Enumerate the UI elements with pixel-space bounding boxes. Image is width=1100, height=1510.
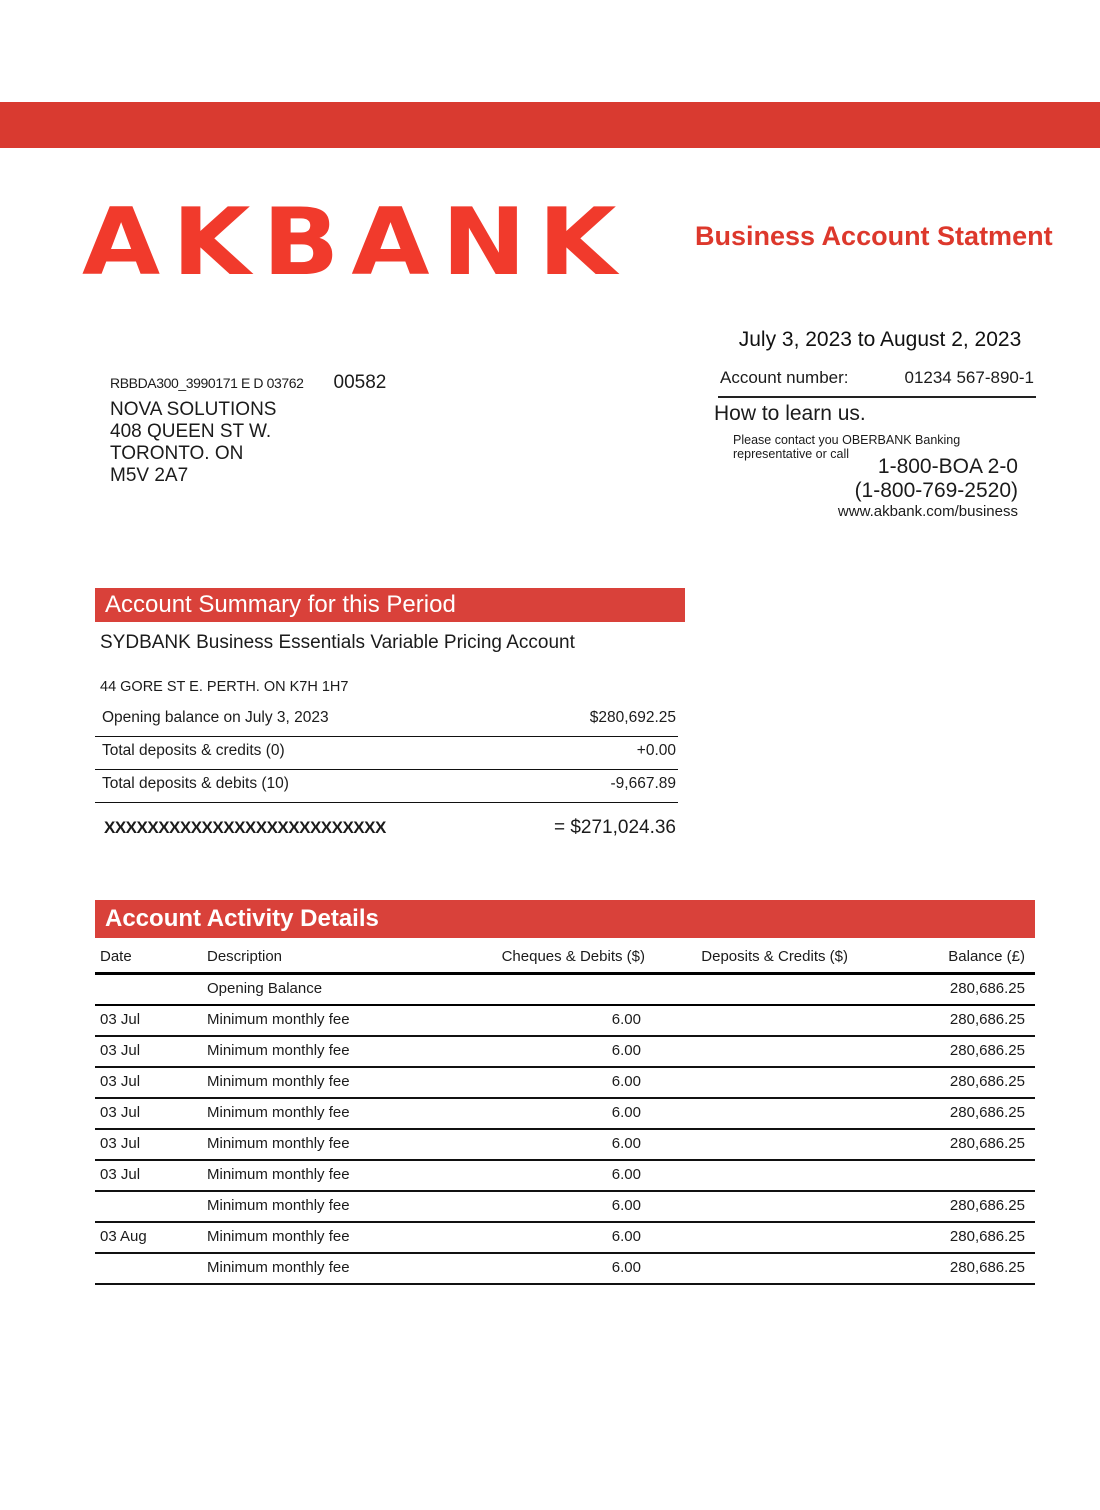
table-row — [95, 1068, 1035, 1099]
summary-section-header — [95, 588, 685, 622]
mailing-code: RBBDA300_3990171 E D 03762 — [110, 375, 304, 391]
activity-section-header — [95, 900, 1035, 938]
cell-debit: 6.00 — [611, 1042, 641, 1059]
account-number-value: 01234 567-890-1 — [904, 368, 1034, 387]
summary-row-value: $280,692.25 — [589, 709, 676, 726]
account-type: SYDBANK Business Essentials Variable Pricing Account — [100, 632, 575, 653]
column-header-description: Description — [207, 948, 283, 965]
summary-heading: Account Summary for this Period — [105, 591, 456, 618]
address-line-3: M5V 2A7 — [110, 465, 189, 486]
phone-number-primary: 1-800-BOA 2-0 — [877, 455, 1018, 478]
cell-credit — [645, 1166, 850, 1183]
mailing-code-row — [110, 372, 386, 394]
column-header-balance: Balance (£) — [948, 948, 1025, 965]
activity-table-header — [95, 944, 1035, 975]
cell-description: Minimum monthly fee — [207, 1042, 350, 1059]
summary-row — [95, 770, 678, 803]
summary-row-label: Total deposits & credits (0) — [102, 742, 285, 759]
cell-description: Minimum monthly fee — [207, 1166, 350, 1183]
cell-description: Minimum monthly fee — [207, 1259, 350, 1276]
closing-balance-row — [95, 803, 678, 839]
cell-credit — [645, 1197, 850, 1214]
summary-row-value: +0.00 — [636, 742, 676, 759]
mailing-address — [110, 399, 276, 487]
cell-debit: 6.00 — [611, 1135, 641, 1152]
account-number-label: Account number: — [720, 368, 849, 387]
column-header-date: Date — [100, 948, 132, 965]
cell-credit — [645, 1042, 850, 1059]
contact-line: Please contact you OBERBANK Banking representative or call — [733, 433, 961, 461]
summary-row-label: Total deposits & debits (10) — [102, 775, 289, 792]
cell-date: 03 Jul — [100, 1135, 141, 1152]
closing-balance-label: XXXXXXXXXXXXXXXXXXXXXXXXXX — [104, 818, 386, 837]
cell-debit: 6.00 — [611, 1011, 641, 1028]
summary-row-value: -9,667.89 — [610, 775, 676, 792]
cell-description: Minimum monthly fee — [207, 1135, 350, 1152]
summary-row — [95, 704, 678, 737]
cell-date — [95, 980, 200, 997]
cell-debit: 6.00 — [611, 1104, 641, 1121]
closing-balance-value: = $271,024.36 — [553, 817, 676, 838]
cell-balance: 280,686.25 — [949, 1011, 1025, 1028]
cell-credit — [645, 1259, 850, 1276]
cell-balance: 280,686.25 — [949, 1259, 1025, 1276]
table-row — [95, 1130, 1035, 1161]
cell-credit — [645, 1135, 850, 1152]
cell-debit: 6.00 — [611, 1228, 641, 1245]
account-number-row — [718, 366, 1036, 398]
table-row — [95, 1037, 1035, 1068]
cell-credit — [645, 1228, 850, 1245]
howto-heading: How to learn us. — [714, 402, 866, 425]
table-row — [95, 1161, 1035, 1192]
cell-balance: 280,686.25 — [949, 1073, 1025, 1090]
cell-date: 03 Aug — [100, 1228, 147, 1245]
cell-debit: 6.00 — [611, 1259, 641, 1276]
cell-balance — [850, 1166, 1035, 1183]
cell-description: Minimum monthly fee — [207, 1073, 350, 1090]
cell-date: 03 Jul — [100, 1166, 141, 1183]
cell-description: Minimum monthly fee — [207, 1011, 350, 1028]
branch-address: 44 GORE ST E. PERTH. ON K7H 1H7 — [100, 679, 349, 695]
recipient-name: NOVA SOLUTIONS — [110, 399, 277, 420]
address-line-2: TORONTO. ON — [110, 443, 244, 464]
cell-balance: 280,686.25 — [949, 1228, 1025, 1245]
cell-description: Minimum monthly fee — [207, 1197, 350, 1214]
cell-date: 03 Jul — [100, 1042, 141, 1059]
cell-date: 03 Jul — [100, 1104, 141, 1121]
mailing-code-number: 00582 — [333, 372, 387, 393]
column-header-debits: Cheques & Debits ($) — [501, 948, 645, 965]
table-row — [95, 1192, 1035, 1223]
table-row — [95, 1099, 1035, 1130]
address-line-1: 408 QUEEN ST W. — [110, 421, 272, 442]
cell-balance: 280,686.25 — [949, 980, 1025, 997]
cell-description: Minimum monthly fee — [207, 1228, 350, 1245]
cell-debit — [495, 980, 645, 997]
cell-balance: 280,686.25 — [949, 1042, 1025, 1059]
bank-logo: AKBANK — [82, 187, 629, 297]
cell-credit — [645, 980, 850, 997]
summary-table — [95, 704, 678, 839]
cell-description: Opening Balance — [207, 980, 323, 997]
document-title: Business Account Statment — [695, 221, 1053, 251]
cell-credit — [645, 1011, 850, 1028]
cell-date — [95, 1259, 200, 1276]
cell-date: 03 Jul — [100, 1011, 141, 1028]
cell-credit — [645, 1073, 850, 1090]
cell-balance: 280,686.25 — [949, 1135, 1025, 1152]
cell-balance: 280,686.25 — [949, 1197, 1025, 1214]
cell-credit — [645, 1104, 850, 1121]
top-accent-bar — [0, 102, 1100, 148]
summary-row-label: Opening balance on July 3, 2023 — [102, 709, 329, 726]
table-row — [95, 1223, 1035, 1254]
activity-heading: Account Activity Details — [105, 905, 379, 932]
cell-balance: 280,686.25 — [949, 1104, 1025, 1121]
phone-number-secondary: (1-800-769-2520) — [854, 479, 1018, 502]
statement-period: July 3, 2023 to August 2, 2023 — [738, 328, 1022, 351]
activity-table — [95, 944, 1035, 1285]
cell-debit: 6.00 — [611, 1166, 641, 1183]
cell-date: 03 Jul — [100, 1073, 141, 1090]
table-row — [95, 975, 1035, 1006]
cell-debit: 6.00 — [611, 1197, 641, 1214]
cell-debit: 6.00 — [611, 1073, 641, 1090]
table-row — [95, 1254, 1035, 1285]
column-header-credits: Deposits & Credits ($) — [701, 948, 848, 965]
cell-date — [95, 1197, 200, 1214]
summary-row — [95, 737, 678, 770]
cell-description: Minimum monthly fee — [207, 1104, 350, 1121]
table-row — [95, 1006, 1035, 1037]
activity-table-body — [95, 975, 1035, 1285]
website-link[interactable]: www.akbank.com/business — [837, 503, 1018, 520]
